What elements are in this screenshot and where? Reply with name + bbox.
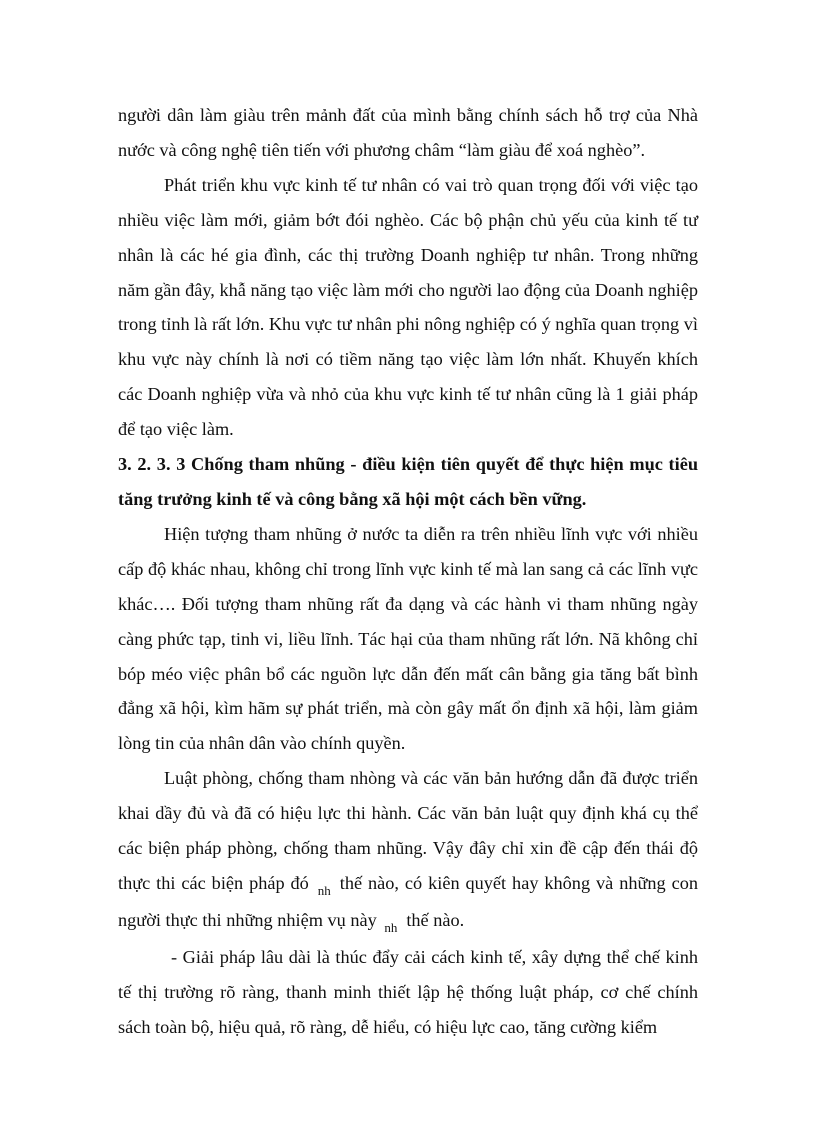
subscript-nh-1: nh <box>317 882 331 898</box>
law-text-part-1: Luật phòng, chống tham nhòng và các văn bản hướng dẫn đã được triển khai dầy đủ và đã có hiệu lực thi hành. Các văn bản luật quy định khá cụ thể các biện pháp phòng, chống tham nhũng. Vậy đây chỉ xin đề cập đến thái độ thực thi các biện pháp đó <box>118 768 698 893</box>
paragraph-continuation: người dân làm giàu trên mảnh đất của mình bằng chính sách hỗ trợ của Nhà nước và công nghệ tiên tiến với phương châm “làm giàu để xoá nghèo”. <box>118 105 698 160</box>
section-heading: 3. 2. 3. 3 Chống tham nhũng - điều kiện tiên quyết để thực hiện mục tiêu tăng trưởng kinh tế và công bằng xã hội một cách bền vững. <box>118 454 698 509</box>
subscript-nh-2: nh <box>384 919 398 935</box>
document-page <box>118 98 698 1044</box>
paragraph-long-term-solution: - Giải pháp lâu dài là thúc đẩy cải cách kinh tế, xây dựng thể chế kinh tế thị trường rõ ràng, thanh minh thiết lập hệ thống luật pháp, cơ chế chính sách toàn bộ, hiệu quả, rõ ràng, dễ hiểu, có hiệu lực cao, tăng cường kiểm <box>118 946 698 1037</box>
paragraph-corruption: Hiện tượng tham nhũng ở nước ta diễn ra trên nhiều lĩnh vực với nhiều cấp độ khác nhau, không chỉ trong lĩnh vực kinh tế mà lan sang cả các lĩnh vực khác…. Đối tượng tham nhũng rất đa dạng và các hành vi tham nhũng ngày càng phức tạp, tinh vi, liều lĩnh. Tác hại của tham nhũng rất lớn. Nã không chỉ bóp méo việc phân bổ các nguồn lực dẫn đến mất cân bằng gia tăng bất bình đẳng xã hội, kìm hãm sự phát triển, mà còn gây mất ổn định xã hội, làm giảm lòng tin của nhân dân vào chính quyền. <box>118 523 698 754</box>
law-text-part-3: thế nào. <box>406 909 465 930</box>
paragraph-anticorruption-law <box>118 761 698 940</box>
law-text-part-2: thế nào, có kiên quyết hay không và những con người thực thi những nhiệm vụ này <box>118 872 698 930</box>
paragraph-private-sector: Phát triển khu vực kinh tế tư nhân có vai trò quan trọng đối với việc tạo nhiều việc làm mới, giảm bớt đói nghèo. Các bộ phận chủ yếu của kinh tế tư nhân là các hé gia đình, các thị trường Doanh nghiệp tư nhân. Trong những năm gần đây, khẫ năng tạo việc làm mới cho người lao động của Doanh nghiệp trong tỉnh là rất lớn. Khu vực tư nhân phi nông nghiệp có ý nghĩa quan trọng vì khu vực này chính là nơi có tiềm năng tạo việc làm lớn nhất. Khuyến khích các Doanh nghiệp vừa và nhỏ của khu vực kinh tế tư nhân cũng là 1 giải pháp để tạo việc làm. <box>118 174 698 440</box>
